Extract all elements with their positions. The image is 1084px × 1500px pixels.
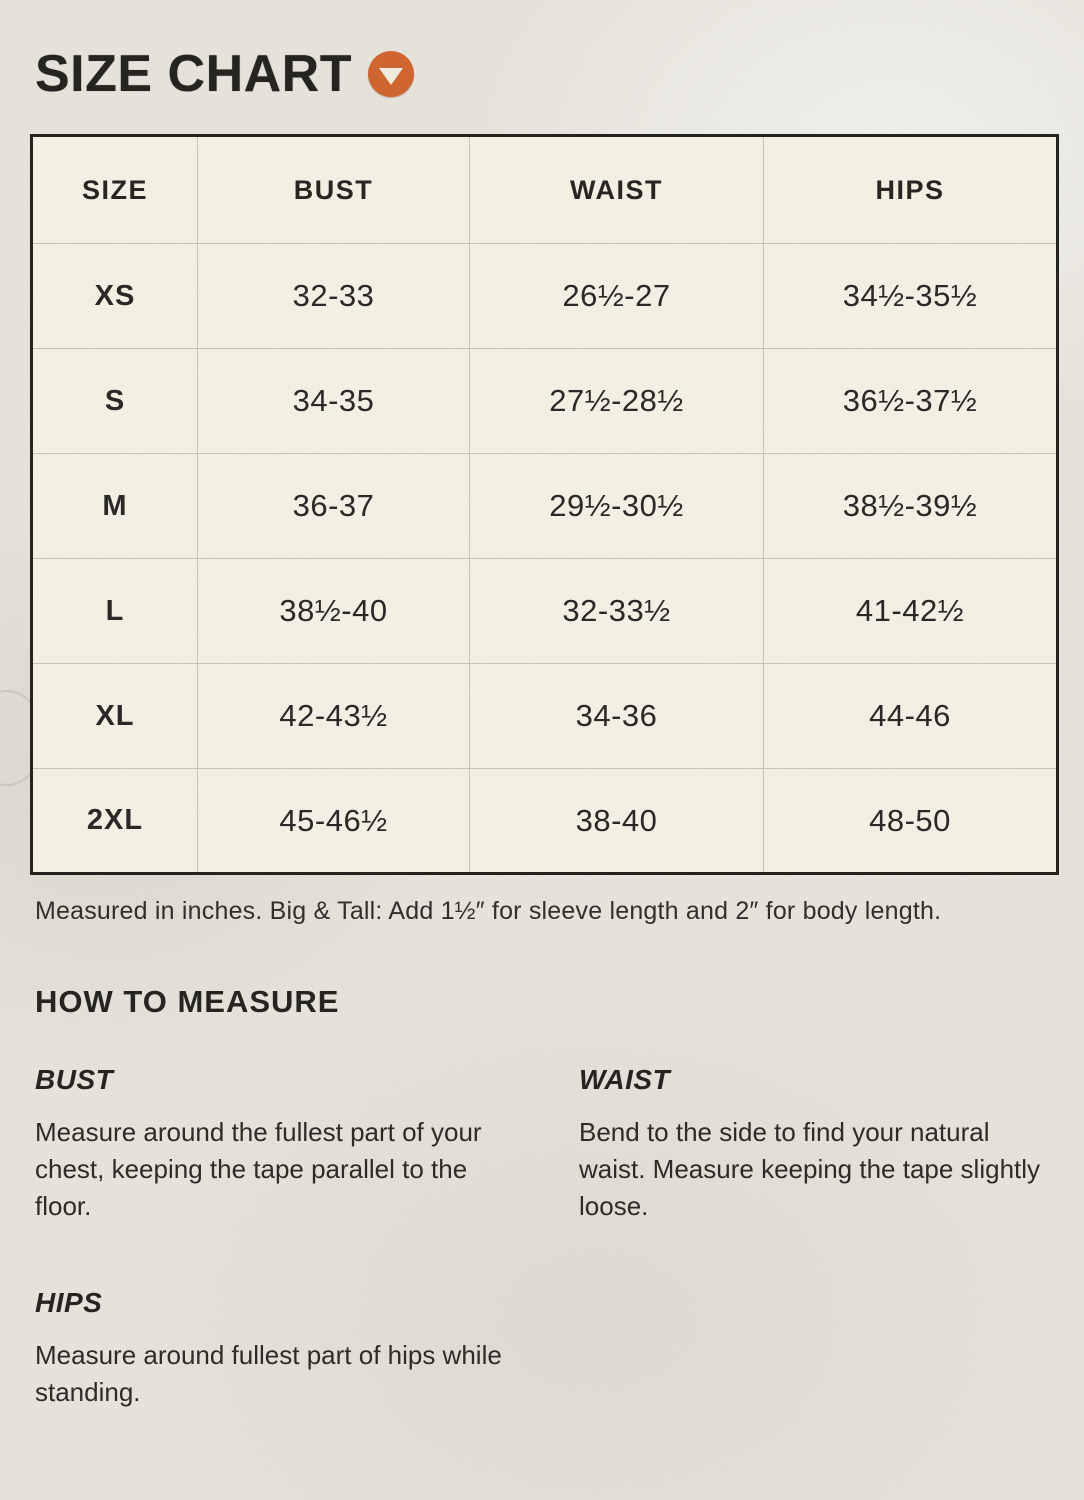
page-title: SIZE CHART [35, 45, 352, 103]
waist-cell: 29½-30½ [470, 454, 764, 559]
measure-section-bust [35, 1064, 541, 1225]
table-row [32, 244, 1058, 349]
down-triangle-icon [368, 51, 414, 97]
measure-sections [35, 1064, 1056, 1411]
hips-cell: 48-50 [764, 769, 1058, 874]
hips-cell: 36½-37½ [764, 349, 1058, 454]
bust-cell: 36-37 [198, 454, 470, 559]
size-cell: XS [32, 244, 198, 349]
col-header-hips: HIPS [764, 136, 1058, 244]
bust-cell: 34-35 [198, 349, 470, 454]
table-row [32, 769, 1058, 874]
waist-instructions: Bend to the side to find your natural waist. Measure keeping the tape slightly loose. [579, 1117, 1041, 1221]
measure-section-hips [35, 1287, 541, 1411]
col-header-size: SIZE [32, 136, 198, 244]
table-row [32, 349, 1058, 454]
col-header-bust: BUST [198, 136, 470, 244]
size-cell: M [32, 454, 198, 559]
title-row [35, 44, 1056, 104]
waist-cell: 38-40 [470, 769, 764, 874]
waist-cell: 26½-27 [470, 244, 764, 349]
hips-cell: 38½-39½ [764, 454, 1058, 559]
how-to-measure-heading: HOW TO MEASURE [35, 984, 340, 1019]
bust-instructions: Measure around the fullest part of your chest, keeping the tape parallel to the floor. [35, 1117, 482, 1221]
col-header-waist: WAIST [470, 136, 764, 244]
measurement-note: Measured in inches. Big & Tall: Add 1½″ for sleeve length and 2″ for body length. [35, 897, 942, 925]
table-header-row [32, 136, 1058, 244]
bust-cell: 32-33 [198, 244, 470, 349]
table-row [32, 664, 1058, 769]
bust-cell: 38½-40 [198, 559, 470, 664]
size-cell: S [32, 349, 198, 454]
size-cell: XL [32, 664, 198, 769]
waist-cell: 27½-28½ [470, 349, 764, 454]
size-cell: L [32, 559, 198, 664]
hips-label: HIPS [35, 1286, 103, 1318]
bust-label: BUST [35, 1064, 114, 1095]
bust-cell: 42-43½ [198, 664, 470, 769]
hips-instructions: Measure around fullest part of hips while standing. [35, 1339, 502, 1407]
size-cell: 2XL [32, 769, 198, 874]
table-row [32, 454, 1058, 559]
waist-label: WAIST [579, 1064, 671, 1095]
size-chart-table [30, 134, 1059, 875]
bust-cell: 45-46½ [198, 769, 470, 874]
waist-cell: 34-36 [470, 664, 764, 769]
table-row [32, 559, 1058, 664]
down-triangle-glyph [379, 68, 403, 85]
hips-cell: 44-46 [764, 664, 1058, 769]
waist-cell: 32-33½ [470, 559, 764, 664]
hips-cell: 41-42½ [764, 559, 1058, 664]
hips-cell: 34½-35½ [764, 244, 1058, 349]
measure-section-waist [579, 1064, 1056, 1225]
